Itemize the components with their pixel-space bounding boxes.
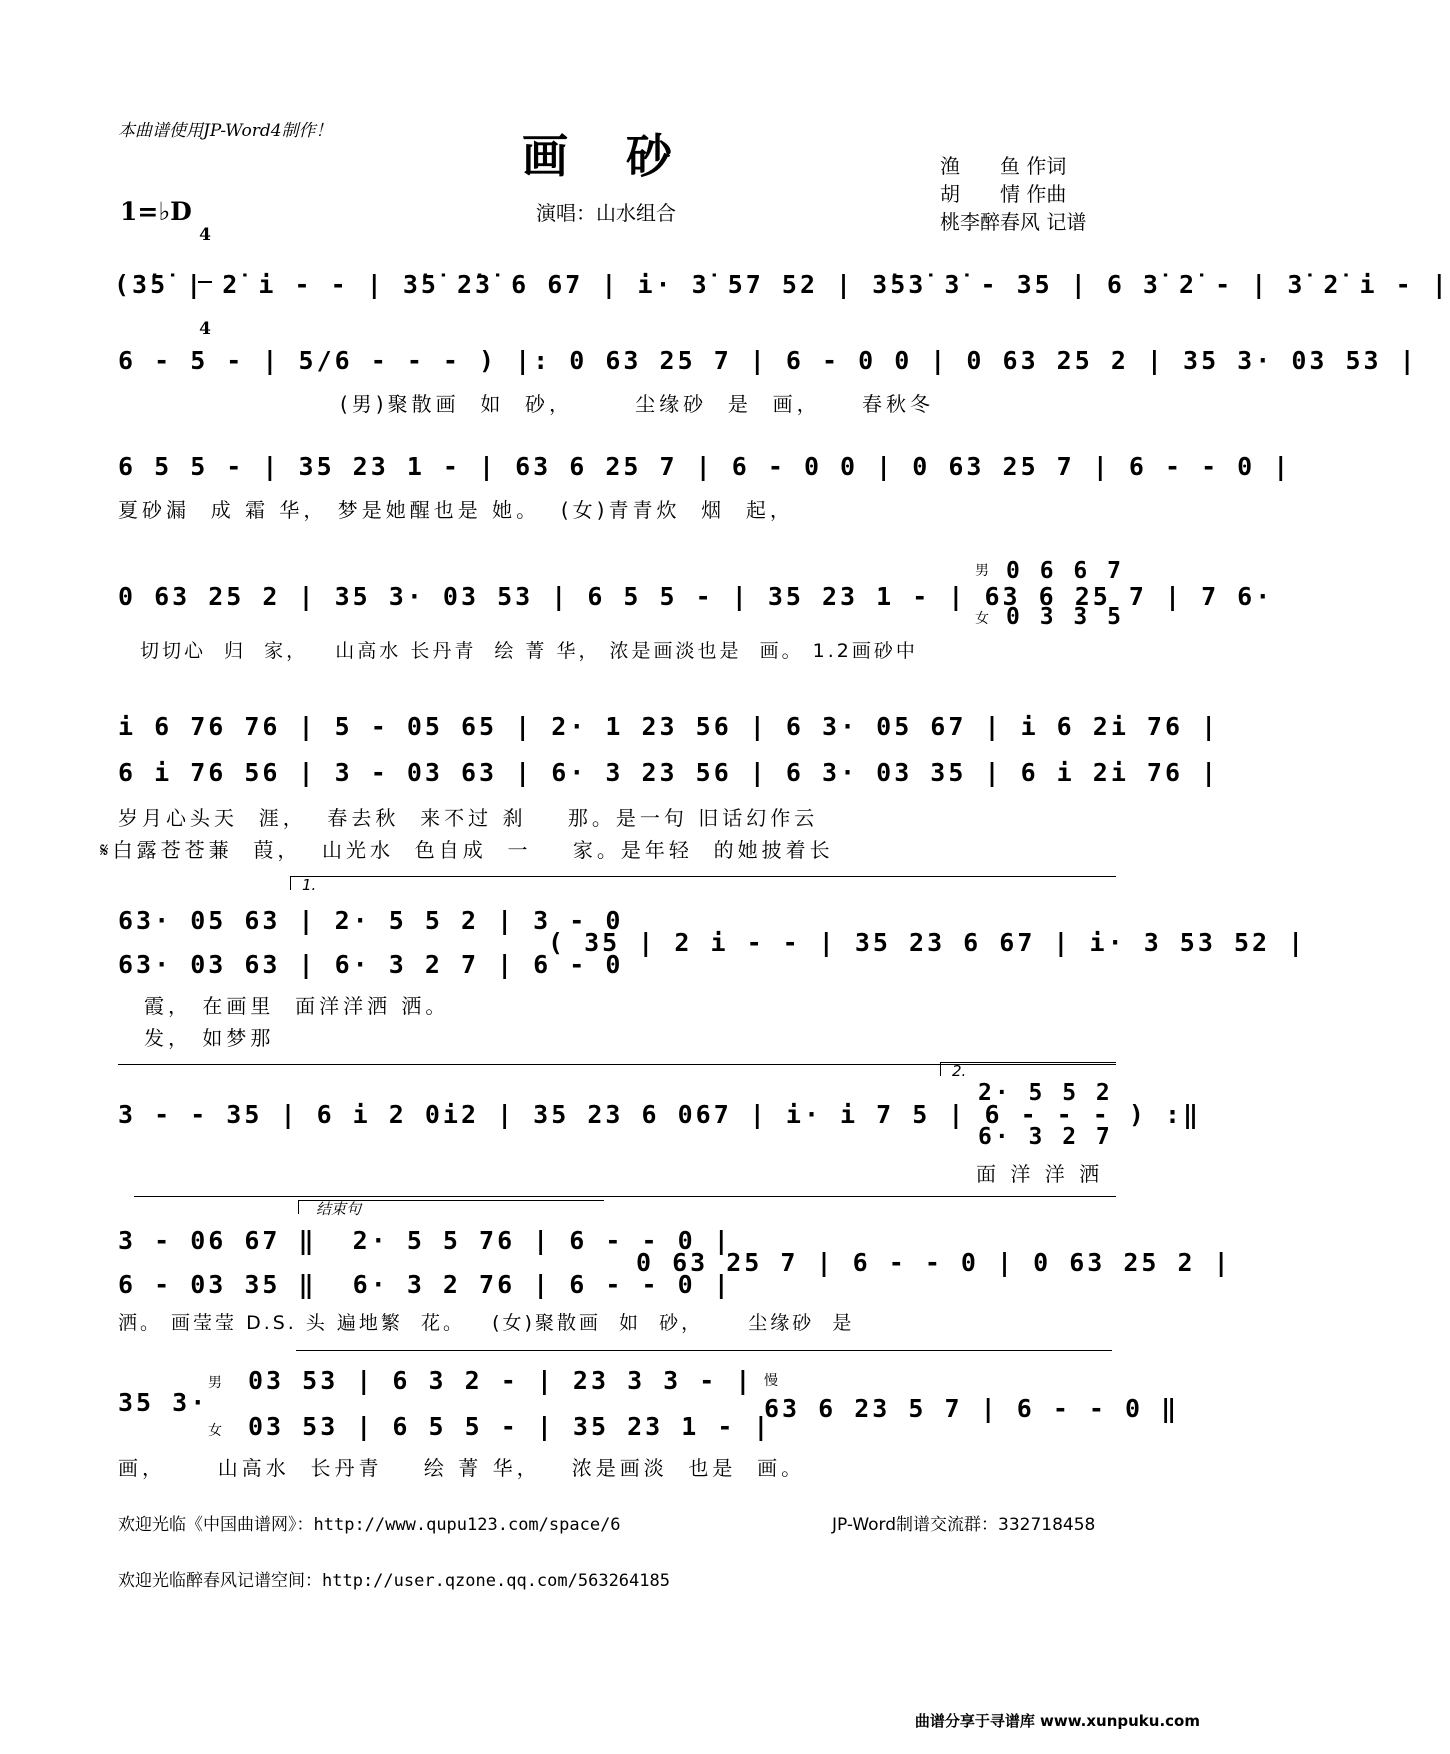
score-system-8-upper: 3 - 06 67 ‖ 2· 5 5 76 | 6 - - 0 |: [118, 1226, 732, 1255]
group-info: JP-Word制谱交流群：332718458: [832, 1515, 1096, 1535]
volta-1-label: 1.: [302, 876, 317, 894]
score-system-9-upper: 03 53 | 6 3 2 - | 23 3 3 - |: [248, 1366, 754, 1395]
lyric-line-5a: 岁月心头天 涯， 春去秋 来不过 刹 那。是一句 旧话幻作云: [118, 806, 819, 830]
ending-2-upper: 2· 5 5 2: [978, 1080, 1113, 1106]
time-signature-top: 4: [199, 225, 211, 245]
volta-2-label: 2.: [952, 1062, 967, 1080]
score-system-1: (3̇5̇ | 2̇ i - - | 3̇5̇ 2̇3̇ 6 67 | i· 3̇ 57 52 | 3̇53̇ 3̇ - 35 | 6 3̇ 2̇ - | 3̇ 2̇ i - |: [114, 270, 1450, 299]
female-part-label-2: 女: [208, 1423, 222, 1439]
site-link: 欢迎光临《中国曲谱网》：http://www.qupu123.com/space/6: [118, 1515, 621, 1535]
song-title: 画砂: [522, 129, 730, 183]
source-watermark: 曲谱分享于寻谱库 www.xunpuku.com: [914, 1712, 1200, 1730]
lyric-line-9: 画， 山高水 长丹青 绘 菁 华， 浓是画淡 也是 画。: [118, 1456, 806, 1480]
time-signature-bottom: 4: [199, 319, 211, 339]
score-system-4: 0 63 25 2 | 35 3· 03 53 | 6 5 5 - | 35 23 1 - | 63 6 25 7 | 7 6·: [118, 582, 1274, 611]
score-system-5-lower: 6 i 76 56 | 3 - 03 63 | 6· 3 23 56 | 6 3· 03 35 | 6 i 2i 76 |: [118, 758, 1220, 787]
lyricist-credit: 渔 鱼 作词: [940, 154, 1067, 178]
lyric-line-3: 夏砂漏 成 霜 华， 梦是她醒也是 她。 (女)青青炊 烟 起，: [118, 498, 794, 522]
score-system-8-lower: 6 - 03 35 ‖ 6· 3 2 76 | 6 - - 0 |: [118, 1270, 732, 1299]
lyric-line-6b: 发， 如梦那: [144, 1026, 275, 1050]
lyric-line-4: 切切心 归 家， 山高水 长丹青 绘 菁 华， 浓是画淡也是 画。 1.2画砂中: [140, 640, 918, 662]
space-link: 欢迎光临醉春风记谱空间：http://user.qzone.qq.com/563264185: [118, 1571, 670, 1591]
ending-2-lower: 6· 3 2 7: [978, 1124, 1113, 1150]
lyric-line-2: (男)聚散画 如 砂， 尘缘砂 是 画， 春秋冬: [340, 392, 935, 416]
tempo-mark: 慢: [764, 1373, 778, 1389]
score-system-9-pickup: 35 3·: [118, 1388, 209, 1417]
coda-label: 结束句: [316, 1200, 362, 1218]
score-system-8-right: 0 63 25 7 | 6 - - 0 | 0 63 25 2 |: [636, 1248, 1232, 1277]
score-system-6-interlude: ( 35 | 2 i - - | 35 23 6 67 | i· 3 53 52 |: [548, 928, 1307, 957]
score-system-2: 6 - 5 - | 5/6 - - - ) |: 0 63 25 7 | 6 - 0 0 | 0 63 25 2 | 35 3· 03 53 |: [118, 346, 1418, 375]
female-part-notes: 0 3 3 5: [1006, 604, 1124, 630]
singer-credit: 演唱：山水组合: [536, 201, 676, 225]
score-system-6-upper: 63· 05 63 | 2· 5 5 2 | 3 - 0: [118, 906, 624, 935]
composer-credit: 胡 情 作曲: [940, 182, 1067, 206]
lyric-line-7: 面 洋 洋 洒: [976, 1162, 1104, 1186]
score-system-5-upper: i 6 76 76 | 5 - 05 65 | 2· 1 23 56 | 6 3· 05 67 | i 6 2i 76 |: [118, 712, 1220, 741]
made-with-note: 本曲谱使用JP-Word4制作！: [118, 121, 333, 141]
lyric-line-5b: 𝄋白露苍苍蒹 葭， 山光水 色自成 一 家。是年轻 的她披着长: [100, 838, 834, 862]
male-part-label-2: 男: [208, 1375, 222, 1391]
score-system-7: 3 - - 35 | 6 i 2 0i2 | 35 23 6 067 | i· i 7 5 | 6 - - - ) :‖: [118, 1100, 1202, 1129]
score-system-3: 6 5 5 - | 35 23 1 - | 63 6 25 7 | 6 - 0 0 | 0 63 25 7 | 6 - - 0 |: [118, 452, 1292, 481]
lyric-line-6a: 霞， 在画里 面洋洋洒 洒。: [144, 994, 450, 1018]
transcriber-credit: 桃李醉春风 记谱: [940, 210, 1087, 234]
key-signature: 1=♭D: [120, 197, 192, 226]
score-system-9-lower: 03 53 | 6 5 5 - | 35 23 1 - |: [248, 1412, 772, 1441]
female-part-label: 女: [975, 611, 989, 627]
score-system-9-right: 63 6 23 5 7 | 6 - - 0 ‖: [764, 1394, 1180, 1423]
lyric-line-8: 洒。 画莹莹 D.S. 头 遍地繁 花。 (女)聚散画 如 砂， 尘缘砂 是: [118, 1312, 855, 1334]
score-system-6-lower: 63· 03 63 | 6· 3 2 7 | 6 - 0: [118, 950, 624, 979]
male-part-notes: 0 6 6 7: [1006, 558, 1124, 584]
male-part-label: 男: [975, 563, 989, 579]
